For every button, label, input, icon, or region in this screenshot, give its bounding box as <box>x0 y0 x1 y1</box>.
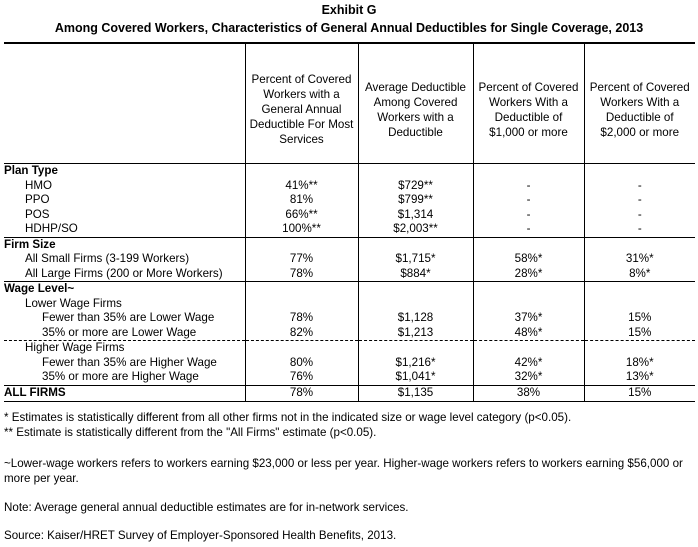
cell: $1,128 <box>358 311 473 326</box>
cell: 78% <box>245 385 358 401</box>
cell: 28%* <box>473 267 584 282</box>
table-row <box>4 356 695 371</box>
section-label: Plan Type <box>4 164 245 179</box>
cell: - <box>584 179 695 194</box>
cell: 80% <box>245 356 358 371</box>
cell: - <box>473 222 584 237</box>
cell: 42%* <box>473 356 584 371</box>
cell: 37%* <box>473 311 584 326</box>
deductible-table <box>4 42 695 402</box>
row-label: ALL FIRMS <box>4 385 245 401</box>
cell: 13%* <box>584 370 695 385</box>
header-row <box>4 62 695 164</box>
column-header: Percent of Covered Workers with a General Annual Deductible For Most Services <box>245 62 358 164</box>
cell: 48%* <box>473 326 584 341</box>
column-header: Average Deductible Among Covered Workers with a Deductible <box>358 62 473 164</box>
footnote-double-asterisk: ** Estimate is statistically different from the "All Firms" estimate (p<0.05). <box>4 426 377 439</box>
table-row <box>4 311 695 326</box>
row-label: POS <box>25 207 50 221</box>
cell: 81% <box>245 193 358 208</box>
cell: $1,135 <box>358 385 473 401</box>
cell: $799** <box>358 193 473 208</box>
section-header-wage-level <box>4 282 695 297</box>
subsection-label: Higher Wage Firms <box>4 341 245 356</box>
table-row <box>4 252 695 267</box>
row-label: 35% or more are Lower Wage <box>42 325 197 339</box>
row-label: Fewer than 35% are Lower Wage <box>42 311 215 324</box>
cell: 32%* <box>473 370 584 385</box>
row-label: All Large Firms (200 or More Workers) <box>25 266 223 280</box>
cell: 8%* <box>584 267 695 282</box>
cell: $1,213 <box>358 326 473 341</box>
cell: 82% <box>245 326 358 341</box>
row-label: HDHP/SO <box>25 222 78 235</box>
subsection-lower-wage <box>4 297 695 312</box>
table-row <box>4 179 695 194</box>
section-label: Wage Level~ <box>4 282 245 297</box>
subsection-label: Lower Wage Firms <box>25 296 122 310</box>
row-label: All Small Firms (3-199 Workers) <box>25 252 190 265</box>
section-header-firm-size <box>4 237 695 252</box>
cell: - <box>473 179 584 194</box>
table-row <box>4 370 695 385</box>
page-title: Among Covered Workers, Characteristics of General Annual Deductibles for Single Coverage, 2013 <box>54 21 644 35</box>
cell: $1,314 <box>358 208 473 223</box>
section-label: Firm Size <box>4 237 245 252</box>
table-top-rule <box>4 43 695 62</box>
cell: 15% <box>584 385 695 401</box>
row-label: 35% or more are Higher Wage <box>42 370 199 383</box>
cell: 15% <box>584 311 695 326</box>
subsection-higher-wage <box>4 341 695 356</box>
column-header: Percent of Covered Workers With a Deductible of $2,000 or more <box>584 62 695 164</box>
all-firms-row <box>4 385 695 401</box>
cell: - <box>473 193 584 208</box>
cell: $1,041* <box>358 370 473 385</box>
cell: 66%** <box>245 208 358 223</box>
cell: 77% <box>245 252 358 267</box>
table-row <box>4 267 695 282</box>
footnote-single-asterisk: * Estimates is statistically different from all other firms not in the indicated size or wage level category (p<0.05). <box>4 411 572 424</box>
cell: $1,216* <box>358 356 473 371</box>
cell: 31%* <box>584 252 695 267</box>
footnote-source: Source: Kaiser/HRET Survey of Employer-Sponsored Health Benefits, 2013. <box>4 529 397 542</box>
exhibit-label: Exhibit G <box>321 3 377 17</box>
cell: $884* <box>358 267 473 282</box>
row-label: PPO <box>25 193 50 206</box>
footnote-network-note: Note: Average general annual deductible estimates are for in-network services. <box>4 501 409 514</box>
table-row <box>4 326 695 341</box>
table-row <box>4 222 695 237</box>
cell: $2,003** <box>358 222 473 237</box>
cell: $729** <box>358 179 473 194</box>
cell: 41%** <box>245 179 358 194</box>
cell: - <box>584 208 695 223</box>
cell: 38% <box>473 385 584 401</box>
column-header: Percent of Covered Workers With a Deductible of $1,000 or more <box>473 62 584 164</box>
row-label: Fewer than 35% are Higher Wage <box>42 355 217 369</box>
cell: 76% <box>245 370 358 385</box>
cell: - <box>584 193 695 208</box>
cell: 58%* <box>473 252 584 267</box>
cell: 18%* <box>584 356 695 371</box>
table-row <box>4 208 695 223</box>
cell: $1,715* <box>358 252 473 267</box>
cell: - <box>473 208 584 223</box>
cell: 100%** <box>245 222 358 237</box>
cell: 78% <box>245 311 358 326</box>
cell: 15% <box>584 326 695 341</box>
cell: 78% <box>245 267 358 282</box>
table-row <box>4 193 695 208</box>
footnote-wage-definition: ~Lower-wage workers refers to workers earning $23,000 or less per year. Higher-wage workers refers to workers earning $56,000 or more per year. <box>4 457 683 485</box>
section-header-plan-type <box>4 164 695 179</box>
row-label: HMO <box>25 178 53 192</box>
cell: - <box>584 222 695 237</box>
